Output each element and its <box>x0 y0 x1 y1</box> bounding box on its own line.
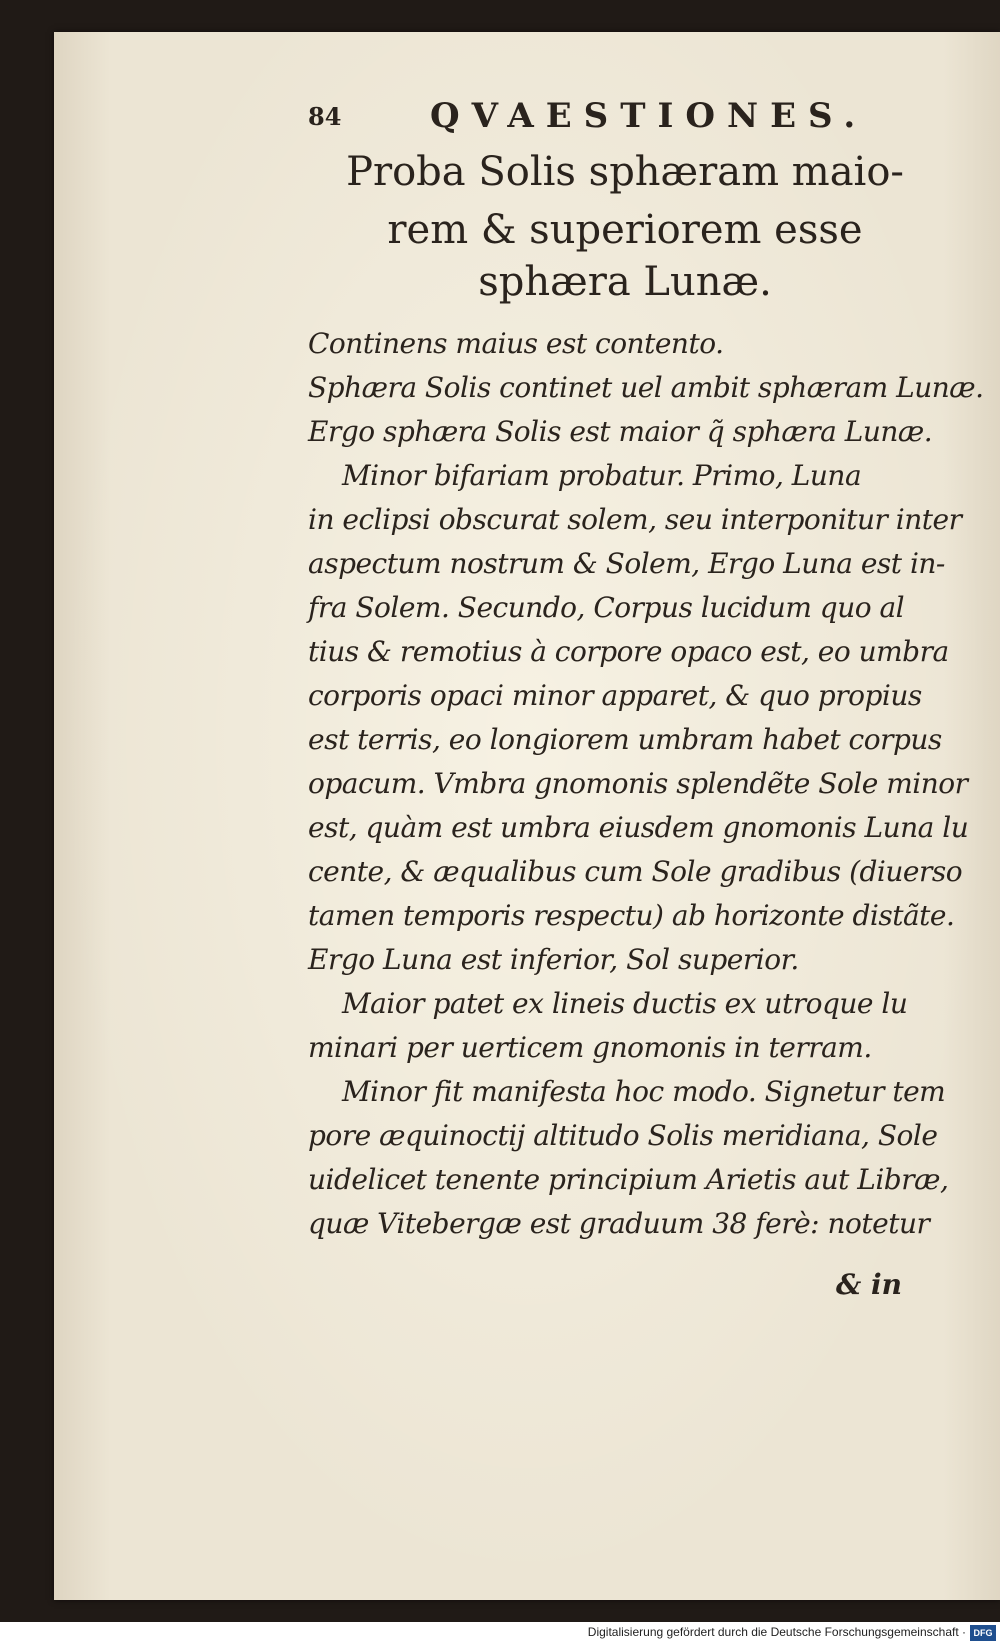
body-line: tamen temporis respectu) ab horizonte distãte. <box>308 899 955 932</box>
body-line: minari per uerticem gnomonis in terram. <box>308 1031 872 1064</box>
body-line: Continens maius est contento. <box>308 327 724 360</box>
body-line: corporis opaci minor apparet, & quo propius <box>308 679 922 712</box>
heading-line: sphæra Lunæ. <box>478 259 772 305</box>
running-head: QVAESTIONES. <box>430 96 868 136</box>
body-line: Maior patet ex lineis ductis ex utroque lu <box>342 987 908 1020</box>
body-line: in eclipsi obscurat solem, seu interponitur inter <box>308 503 962 536</box>
body-line: aspectum nostrum & Solem, Ergo Luna est in- <box>308 547 945 580</box>
body-line: Ergo Luna est inferior, Sol superior. <box>308 943 799 976</box>
body-line: tius & remotius à corpore opaco est, eo umbra <box>308 635 949 668</box>
body-line: Minor fit manifesta hoc modo. Signetur tem <box>342 1075 946 1108</box>
body-line: uidelicet tenente principium Arietis aut Libræ, <box>308 1163 949 1196</box>
body-line: opacum. Vmbra gnomonis splendẽte Sole minor <box>308 767 968 800</box>
funding-credit: Digitalisierung gefördert durch die Deutsche Forschungsgemeinschaft · <box>587 1625 966 1639</box>
body-line: Ergo sphæra Solis est maior q̃ sphæra Lunæ. <box>308 415 933 448</box>
heading-line: Proba Solis sphæram maio- <box>346 149 904 195</box>
footer-bar <box>0 1622 1000 1647</box>
body-line: Sphæra Solis continet uel ambit sphæram Lunæ. <box>308 371 984 404</box>
catchword: & in <box>836 1268 903 1301</box>
page-number: 84 <box>308 102 342 131</box>
dfg-logo: DFG <box>970 1625 996 1641</box>
body-line: pore æquinoctij altitudo Solis meridiana, Sole <box>308 1119 938 1152</box>
heading-line: rem & superiorem esse <box>387 207 863 253</box>
body-line: est terris, eo longiorem umbram habet corpus <box>308 723 942 756</box>
body-line: quæ Vitebergæ est graduum 38 ferè: notetur <box>308 1207 930 1240</box>
body-line: fra Solem. Secundo, Corpus lucidum quo al <box>308 591 905 624</box>
body-line: Minor bifariam probatur. Primo, Luna <box>342 459 862 492</box>
body-line: est, quàm est umbra eiusdem gnomonis Luna lu <box>308 811 969 844</box>
body-line: cente, & æqualibus cum Sole gradibus (diuerso <box>308 855 963 888</box>
